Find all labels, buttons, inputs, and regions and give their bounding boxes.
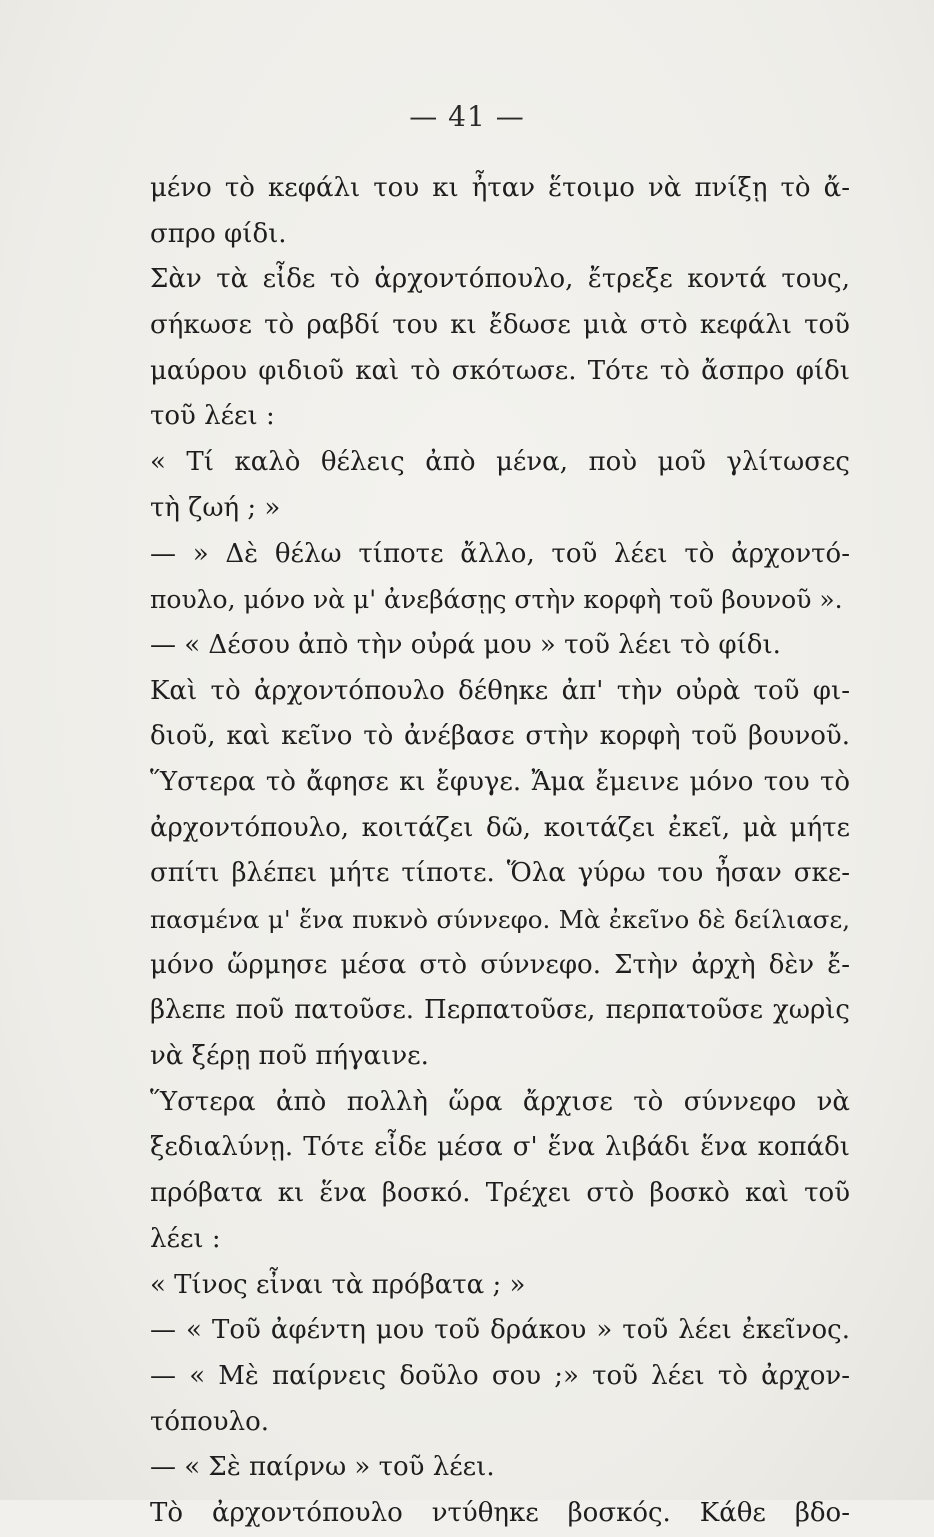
text-line: ἀρχοντόπουλο, κοιτάζει δῶ, κοιτάζει ἐκεῖ, μὰ μήτε bbox=[150, 812, 850, 843]
body-text bbox=[150, 166, 850, 1537]
text-line: — « Δέσου ἀπὸ τὴν οὐρά μου » τοῦ λέει τὸ φίδι. bbox=[150, 629, 781, 660]
text-line: μόνο ὥρμησε μέσα στὸ σύννεφο. Στὴν ἀρχὴ δὲν ἔ- bbox=[150, 949, 850, 980]
text-line: πουλο, μόνο νὰ μ' ἀνεβάσῃς στὴν κορφὴ τοῦ βουνοῦ ». bbox=[150, 585, 843, 615]
text-line: διοῦ, καὶ κεῖνο τὸ ἀνέβασε στὴν κορφὴ τοῦ βουνοῦ. bbox=[150, 721, 850, 752]
text-line: σήκωσε τὸ ραβδί του κι ἔδωσε μιὰ στὸ κεφάλι τοῦ bbox=[150, 310, 850, 341]
text-line: Τὸ ἀρχοντόπουλο ντύθηκε βοσκός. Κάθε βδο- bbox=[150, 1497, 850, 1528]
text-line: νὰ ξέρῃ ποῦ πήγαινε. bbox=[150, 1041, 429, 1072]
text-line: τὴ ζωή ; » bbox=[150, 492, 281, 523]
text-line: σπρο φίδι. bbox=[150, 218, 287, 249]
text-line: « Τίνος εἶναι τὰ πρόβατα ; » bbox=[150, 1269, 526, 1300]
text-line: λέει : bbox=[150, 1223, 221, 1254]
text-line: τόπουλο. bbox=[150, 1406, 269, 1437]
text-line: Ὕστερα τὸ ἄφησε κι ἔφυγε. Ἄμα ἔμεινε μόνο του τὸ bbox=[150, 766, 850, 797]
text-line: μένο τὸ κεφάλι του κι ἦταν ἕτοιμο νὰ πνίξῃ τὸ ἄ- bbox=[150, 173, 850, 203]
text-line: — » Δὲ θέλω τίποτε ἄλλο, τοῦ λέει τὸ ἀρχοντό- bbox=[150, 538, 850, 569]
text-line: Καὶ τὸ ἀρχοντόπουλο δέθηκε ἀπ' τὴν οὐρὰ τοῦ φι- bbox=[150, 675, 850, 706]
text-line: σπίτι βλέπει μήτε τίποτε. Ὅλα γύρω του ἦσαν σκε- bbox=[150, 858, 850, 889]
text-line: Ὕστερα ἀπὸ πολλὴ ὥρα ἄρχισε τὸ σύννεφο νὰ bbox=[150, 1086, 850, 1117]
text-line: — « Σὲ παίρνω » τοῦ λέει. bbox=[150, 1452, 495, 1483]
text-line: πρόβατα κι ἕνα βοσκό. Τρέχει στὸ βοσκὸ καὶ τοῦ bbox=[150, 1178, 850, 1209]
text-line: — « Μὲ παίρνεις δοῦλο σου ;» τοῦ λέει τὸ ἀρχον- bbox=[150, 1360, 850, 1391]
text-line: τοῦ λέει : bbox=[150, 401, 275, 432]
text-line: ξεδιαλύνῃ. Τότε εἶδε μέσα σ' ἕνα λιβάδι ἕνα κοπάδι bbox=[150, 1132, 850, 1163]
text-line: — « Τοῦ ἀφέντη μου τοῦ δράκου » τοῦ λέει ἐκεῖνος. bbox=[150, 1315, 850, 1346]
text-line: Σὰν τὰ εἶδε τὸ ἀρχοντόπουλο, ἔτρεξε κοντά τους, bbox=[150, 264, 850, 295]
text-line: βλεπε ποῦ πατοῦσε. Περπατοῦσε, περπατοῦσε χωρὶς bbox=[150, 995, 850, 1026]
page-number: — 41 — bbox=[409, 100, 525, 133]
text-line: μαύρου φιδιοῦ καὶ τὸ σκότωσε. Τότε τὸ ἄσπρο φίδι bbox=[150, 355, 850, 386]
text-line: « Τί καλὸ θέλεις ἀπὸ μένα, ποὺ μοῦ γλίτωσες bbox=[150, 447, 850, 478]
text-line: πασμένα μ' ἕνα πυκνὸ σύννεφο. Μὰ ἐκεῖνο δὲ δείλιασε, bbox=[150, 905, 850, 934]
